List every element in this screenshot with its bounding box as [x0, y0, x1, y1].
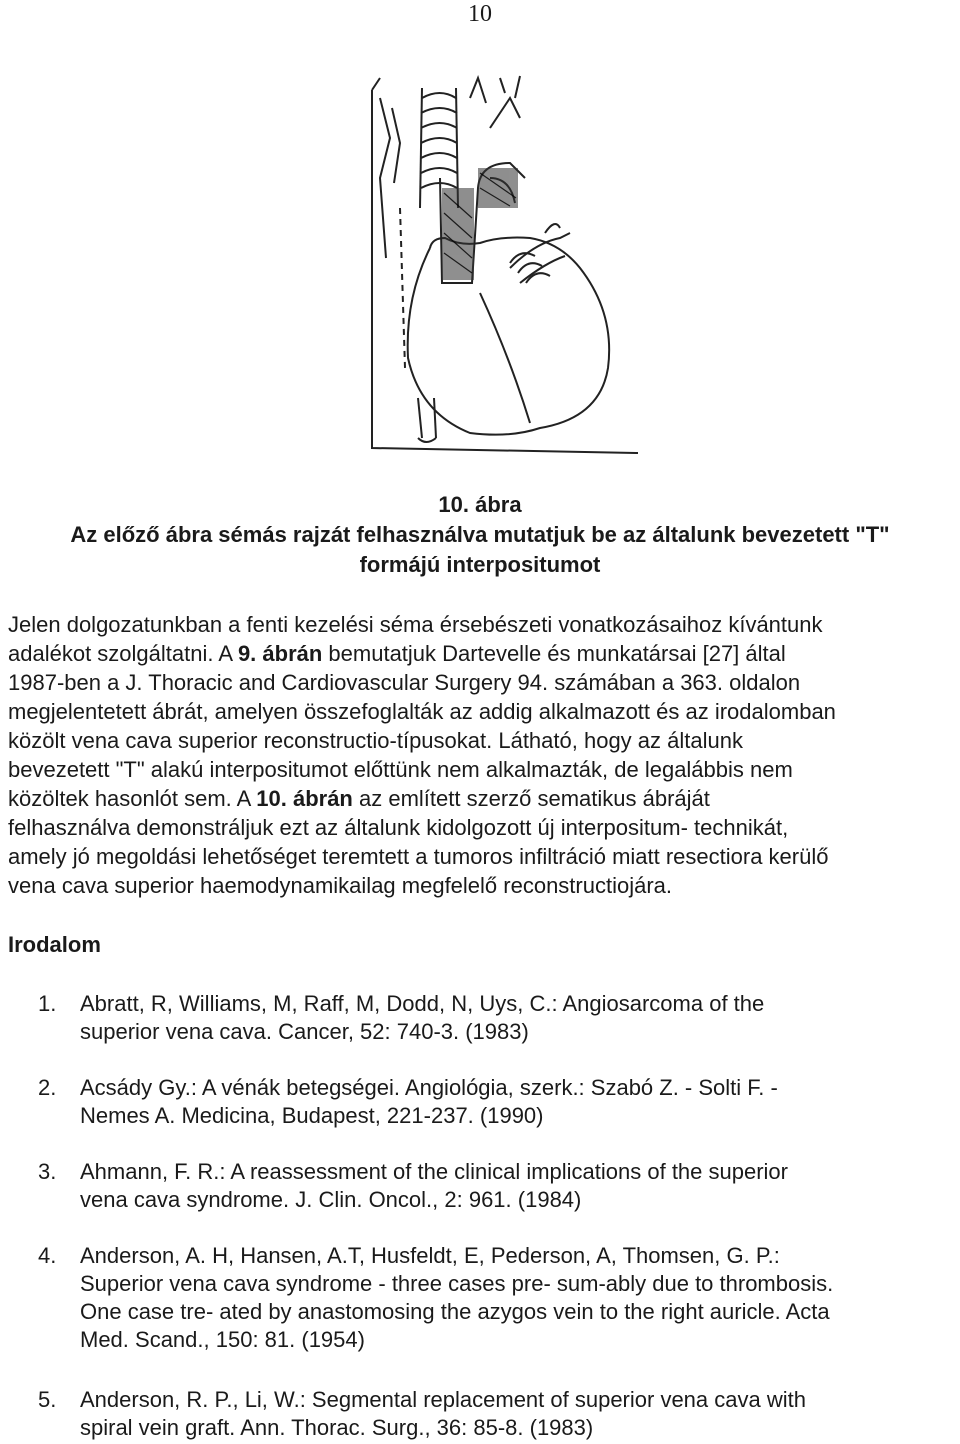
figure-reference-9: 9. ábrán — [237, 641, 323, 666]
body-line: Jelen dolgozatunkban a fenti kezelési séma érsebészeti vonatkozásaihoz kívántunk — [8, 612, 823, 637]
body-paragraph — [8, 610, 958, 900]
body-line: közölt vena cava superior reconstructio-típusokat. Látható, hogy az általunk — [8, 728, 743, 753]
reference-line: spiral vein graft. Ann. Thorac. Surg., 36: 85-8. (1983) — [80, 1415, 594, 1440]
reference-line: Anderson, A. H, Hansen, A.T, Husfeldt, E, Pederson, A, Thomsen, G. P.: — [80, 1243, 780, 1268]
figure-reference-10: 10. ábrán — [256, 786, 353, 811]
reference-line: Superior vena cava syndrome - three cases pre- sum-ably due to thrombosis. — [80, 1271, 834, 1296]
reference-item — [0, 1158, 960, 1214]
reference-line: Ahmann, F. R.: A reassessment of the clinical implications of the superior — [80, 1159, 788, 1184]
reference-line: Anderson, R. P., Li, W.: Segmental replacement of superior vena cava with — [80, 1387, 806, 1412]
body-line: felhasználva demonstráljuk ezt az általunk kidolgozott új interpositum- technikát, — [8, 815, 789, 840]
body-line — [8, 784, 958, 813]
body-line: 1987-ben a J. Thoracic and Cardiovascular Surgery 94. számában a 363. oldalon — [8, 670, 801, 695]
reference-item — [0, 1242, 960, 1354]
reference-line: Abratt, R, Williams, M, Raff, M, Dodd, N, Uys, C.: Angiosarcoma of the — [80, 991, 765, 1016]
reference-number: 2. — [38, 1075, 57, 1100]
reference-line: Acsády Gy.: A vénák betegségei. Angiológia, szerk.: Szabó Z. - Solti F. - — [80, 1075, 778, 1100]
body-line: bevezetett "T" alakú interpositumot előttünk nem alkalmazták, de legalábbis nem — [8, 757, 793, 782]
reference-item — [0, 1074, 960, 1130]
body-text-segment: adalékot szolgáltatni. A — [8, 641, 238, 666]
figure-caption-line-1: Az előző ábra sémás rajzát felhasználva mutatjuk be az általunk bevezetett "T" — [70, 522, 890, 547]
figure-caption-line-2: formájú interpositumot — [359, 552, 601, 577]
body-line: vena cava superior haemodynamikailag megfelelő reconstructiojára. — [8, 873, 673, 898]
reference-item — [0, 1386, 960, 1442]
body-text-segment: közöltek hasonlót sem. A — [8, 786, 257, 811]
figure-caption-label: 10. ábra — [438, 492, 522, 517]
body-line: amely jó megoldási lehetőséget teremtett a tumoros infiltráció miatt resectiora kerülő — [8, 844, 829, 869]
reference-number: 5. — [38, 1387, 57, 1412]
section-heading-references: Irodalom — [8, 932, 101, 957]
reference-line: Med. Scand., 150: 81. (1954) — [80, 1327, 365, 1352]
reference-number: 1. — [38, 991, 57, 1016]
heart-anatomy-icon — [360, 68, 638, 460]
heart-anatomy-figure — [360, 68, 638, 460]
reference-line: vena cava syndrome. J. Clin. Oncol., 2: 961. (1984) — [80, 1187, 582, 1212]
body-text-segment: az említett szerző sematikus ábráját — [352, 786, 710, 811]
page-number: 10 — [468, 1, 492, 27]
reference-number: 4. — [38, 1243, 57, 1268]
reference-number: 3. — [38, 1159, 57, 1184]
body-text-segment: bemutatjuk Dartevelle és munkatársai [27] által — [322, 641, 786, 666]
reference-item — [0, 990, 960, 1046]
reference-line: One case tre- ated by anastomosing the azygos vein to the right auricle. Acta — [80, 1299, 830, 1324]
body-line — [8, 639, 958, 668]
reference-line: Nemes A. Medicina, Budapest, 221-237. (1990) — [80, 1103, 544, 1128]
reference-line: superior vena cava. Cancer, 52: 740-3. (1983) — [80, 1019, 529, 1044]
body-line: megjelentetett ábrát, amelyen összefoglalták az addig alkalmazott és az irodalomban — [8, 699, 836, 724]
